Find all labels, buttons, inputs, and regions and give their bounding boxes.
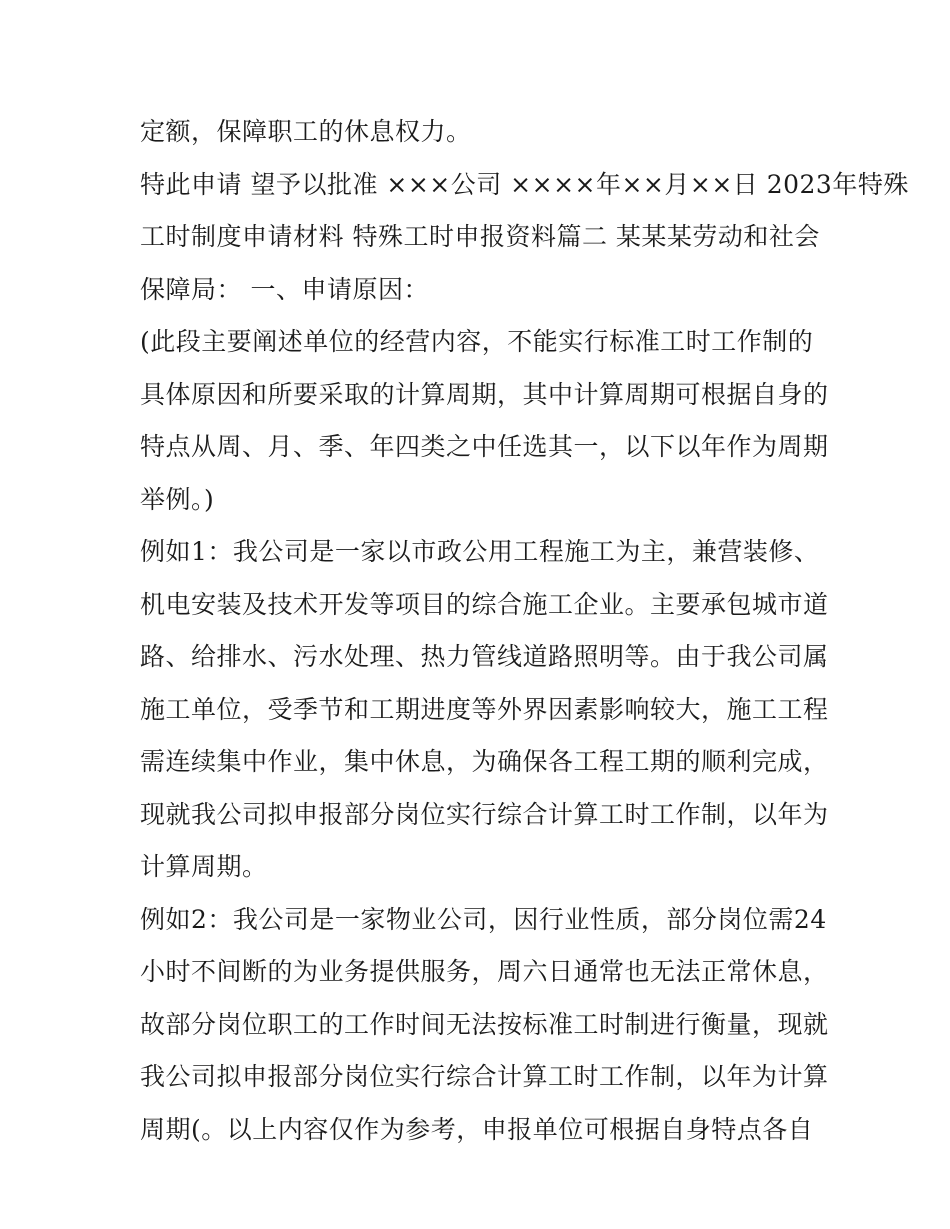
text-line: (此段主要阐述单位的经营内容，不能实行标准工时工作制的 — [140, 327, 814, 356]
text-line: 小时不间断的为业务提供服务，周六日通常也无法正常休息， — [140, 957, 829, 986]
text-line: 特此申请 望予以批准 ×××公司 ××××年××月××日 2023年特殊 — [140, 169, 909, 199]
text-line: 需连续集中作业，集中休息，为确保各工程工期的顺利完成， — [140, 747, 829, 776]
text-line: 我公司拟申报部分岗位实行综合计算工时工作制，以年为计算 — [140, 1062, 829, 1091]
text-line: 故部分岗位职工的工作时间无法按标准工时制进行衡量，现就 — [140, 1009, 829, 1039]
text-line: 周期(。以上内容仅作为参考，申报单位可根据自身特点各自 — [140, 1114, 814, 1144]
text-line: 例如1：我公司是一家以市政公用工程施工为主，兼营装修、 — [140, 537, 820, 566]
text-line: 路、给排水、污水处理、热力管线道路照明等。由于我公司属 — [140, 642, 829, 671]
text-line: 保障局： 一、申请原因： — [140, 274, 429, 304]
text-line: 工时制度申请材料 特殊工时申报资料篇二 某某某劳动和社会 — [140, 222, 820, 251]
text-line: 定额，保障职工的休息权力。 — [140, 117, 472, 146]
text-line: 机电安装及技术开发等项目的综合施工企业。主要承包城市道 — [140, 589, 829, 619]
text-line: 现就我公司拟申报部分岗位实行综合计算工时工作制，以年为 — [140, 799, 829, 829]
text-line: 举例。) — [140, 484, 215, 514]
text-line: 计算周期。 — [140, 852, 268, 881]
document-body — [140, 106, 909, 1156]
text-line: 特点从周、月、季、年四类之中任选其一，以下以年作为周期 — [140, 432, 829, 461]
text-line: 例如2：我公司是一家物业公司，因行业性质，部分岗位需24 — [140, 904, 827, 934]
text-line: 具体原因和所要采取的计算周期，其中计算周期可根据自身的 — [140, 379, 829, 409]
text-line: 施工单位，受季节和工期进度等外界因素影响较大，施工工程 — [140, 694, 829, 724]
